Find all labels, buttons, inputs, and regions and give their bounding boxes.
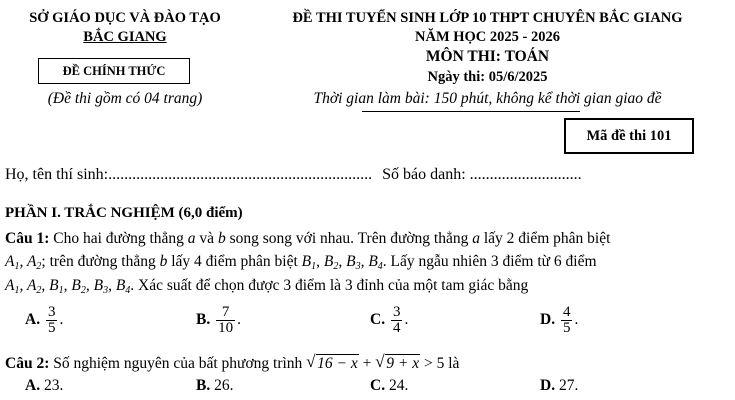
q1-text: song song với nhau. Trên đường thẳng	[229, 230, 469, 247]
question-1-label: Câu 1:	[5, 230, 50, 247]
candidate-id-dots: ............................	[469, 166, 582, 183]
option-value: 24	[388, 377, 405, 394]
q1-text: lấy 2 điểm phân biệt	[483, 230, 611, 247]
subject: MÔN THI: TOÁN	[425, 48, 550, 65]
q1-option-b[interactable]: B. $\frac{7}{10}$ .	[196, 304, 241, 336]
q2-option-b[interactable]: B. 26.	[196, 377, 234, 394]
radicand: 9 + x	[386, 355, 420, 372]
header-underline	[362, 111, 580, 112]
question-2-label: Câu 2:	[5, 355, 50, 372]
section-title	[5, 205, 243, 222]
exam-duration: Thời gian làm bài: 150 phút, không kể thời gian giao đề	[313, 90, 662, 107]
option-label: A.	[25, 377, 41, 394]
question-2-line-1: Câu 2: Số nghiệm nguyên của bất phương trình √ 16 − x + √ 9 + x > 5 là	[5, 352, 460, 372]
pages-note: (Đề thi gồm có 04 trang)	[47, 90, 203, 107]
q1-var-b: b	[217, 230, 226, 247]
q1-var-a: a	[472, 230, 480, 247]
q2-option-d[interactable]: D. 27.	[540, 377, 579, 394]
candidate-id-label: Số báo danh:	[382, 166, 466, 183]
points-b-set: $B_1$, $B_2$, $B_3$, $B_4$	[301, 253, 383, 272]
fraction-numerator: 4	[562, 304, 571, 320]
school-year: NĂM HỌC 2025 - 2026	[415, 29, 560, 45]
inequality-rhs: > 5	[423, 355, 445, 372]
section-title-text: PHẦN I. TRẮC NGHIỆM (6,0 điểm)	[5, 205, 243, 221]
option-label: D.	[540, 311, 556, 329]
exam-date: Ngày thi: 05/6/2025	[427, 69, 548, 85]
question-1-line-2	[5, 253, 597, 272]
q1-var-a: a	[187, 230, 196, 247]
exam-code-box: Mã đề thi 101	[564, 118, 694, 154]
fraction	[46, 305, 58, 336]
q1-option-a[interactable]: A. $\frac{3}{5}$ .	[25, 304, 64, 336]
question-1-line-3	[5, 277, 528, 296]
option-label: C.	[370, 377, 386, 394]
q1-text: lấy 4 điểm phân biệt	[171, 253, 298, 270]
fraction	[216, 305, 235, 336]
q1-var-b: b	[159, 253, 168, 270]
option-label: A.	[25, 311, 41, 329]
candidate-name-label: Họ, tên thí sinh:	[5, 166, 109, 183]
candidate-name-dots: ..................................................................	[108, 166, 373, 183]
option-label: C.	[370, 311, 386, 329]
points-a-set: $A_1$, $A_2$	[5, 253, 42, 272]
fraction-denominator: 4	[392, 320, 401, 336]
q2-option-c[interactable]: C. 24.	[370, 377, 409, 394]
fraction-denominator: 5	[47, 320, 56, 336]
q1-text: ; trên đường thẳng	[41, 253, 156, 270]
q1-text: và	[199, 230, 215, 247]
q1-option-d[interactable]: D. $\frac{4}{5}$ .	[540, 304, 579, 336]
option-value: 26	[214, 377, 230, 394]
question-1-line-1	[5, 230, 610, 248]
radicand: 16 − x	[317, 355, 358, 372]
official-badge: ĐỀ CHÍNH THỨC	[38, 58, 190, 84]
sqrt-expression: √ 16 − x	[306, 352, 358, 372]
fraction-numerator: 3	[392, 304, 401, 320]
fraction-denominator: 5	[562, 320, 571, 336]
q2-text: Số nghiệm nguyên của bất phương trình	[53, 355, 303, 372]
option-label: D.	[540, 377, 556, 394]
all-points-set: $A_1$, $A_2$, $B_1$, $B_2$, $B_3$, $B_4$	[5, 277, 131, 296]
q2-option-a[interactable]: A. 23.	[25, 377, 64, 394]
option-value: 27	[558, 377, 575, 394]
fraction-denominator: 10	[218, 320, 234, 336]
q1-text: . Lấy ngẫu nhiên 3 điểm từ 6 điểm	[382, 253, 597, 270]
exam-title: ĐỀ THI TUYỂN SINH LỚP 10 THPT CHUYÊN BẮC GIANG	[292, 10, 683, 26]
option-value: 23	[43, 377, 60, 394]
option-label: B.	[196, 377, 211, 394]
fraction	[561, 305, 573, 336]
candidate-info	[5, 166, 582, 184]
q1-text: Cho hai đường thẳng	[53, 230, 184, 247]
department-province: BẮC GIANG	[83, 29, 167, 45]
fraction-numerator: 3	[47, 304, 56, 320]
sqrt-expression: √ 9 + x	[375, 352, 420, 372]
fraction-numerator: 7	[221, 304, 230, 320]
q2-text: là	[448, 355, 460, 372]
q1-option-c[interactable]: C. $\frac{3}{4}$ .	[370, 304, 409, 336]
q1-text: . Xác suất để chọn được 3 điểm là 3 đỉnh của một tam giác bằng	[130, 277, 529, 294]
option-label: B.	[196, 311, 211, 329]
department-name: SỞ GIÁO DỤC VÀ ĐÀO TẠO	[29, 10, 221, 26]
fraction	[391, 305, 403, 336]
